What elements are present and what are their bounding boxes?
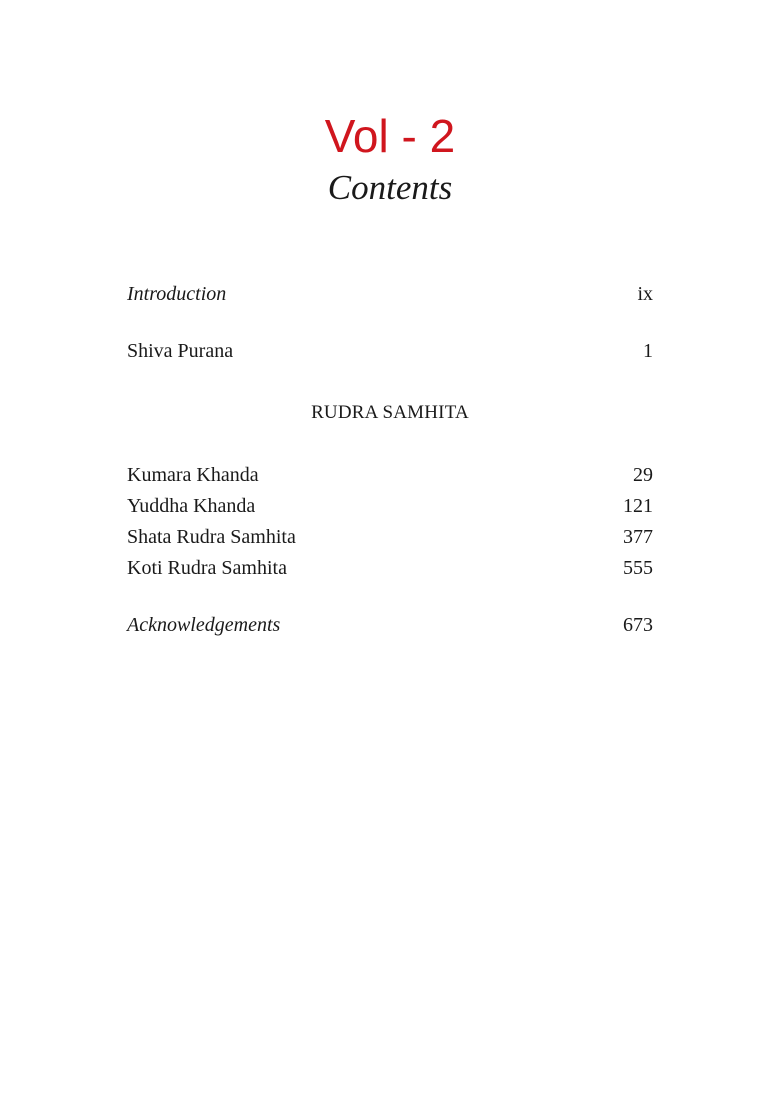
toc-entry-page: 377 — [623, 526, 653, 548]
toc-entry-title: Introduction — [127, 283, 227, 305]
toc-entry-page: 555 — [623, 557, 653, 579]
toc-entry-title: Koti Rudra Samhita — [127, 557, 287, 579]
toc-entry-page: 121 — [623, 495, 653, 517]
toc-entry-page: ix — [637, 283, 653, 305]
toc-entry-page: 29 — [633, 464, 653, 486]
toc-entry-title: Shiva Purana — [127, 340, 234, 362]
toc-entry-title: Yuddha Khanda — [127, 495, 256, 517]
toc-entry-kumara-khanda[interactable] — [127, 462, 653, 488]
contents-heading: Contents — [327, 168, 453, 207]
section-heading-rudra-samhita: RUDRA SAMHITA — [311, 402, 469, 423]
toc-entry-title: Shata Rudra Samhita — [127, 526, 296, 548]
toc-entry-title: Acknowledgements — [127, 614, 281, 636]
toc-entry-page: 673 — [623, 614, 653, 636]
toc-entry-koti-rudra-samhita[interactable] — [127, 555, 653, 581]
toc-entry-shiva-purana[interactable] — [127, 338, 653, 364]
toc-entry-shata-rudra-samhita[interactable] — [127, 524, 653, 550]
toc-entry-acknowledgements[interactable] — [127, 612, 653, 638]
toc-entry-title: Kumara Khanda — [127, 464, 259, 486]
toc-entry-page: 1 — [643, 340, 653, 362]
toc-entry-yuddha-khanda[interactable] — [127, 493, 653, 519]
volume-label: Vol - 2 — [324, 110, 456, 162]
toc-entry-introduction[interactable] — [127, 281, 653, 307]
